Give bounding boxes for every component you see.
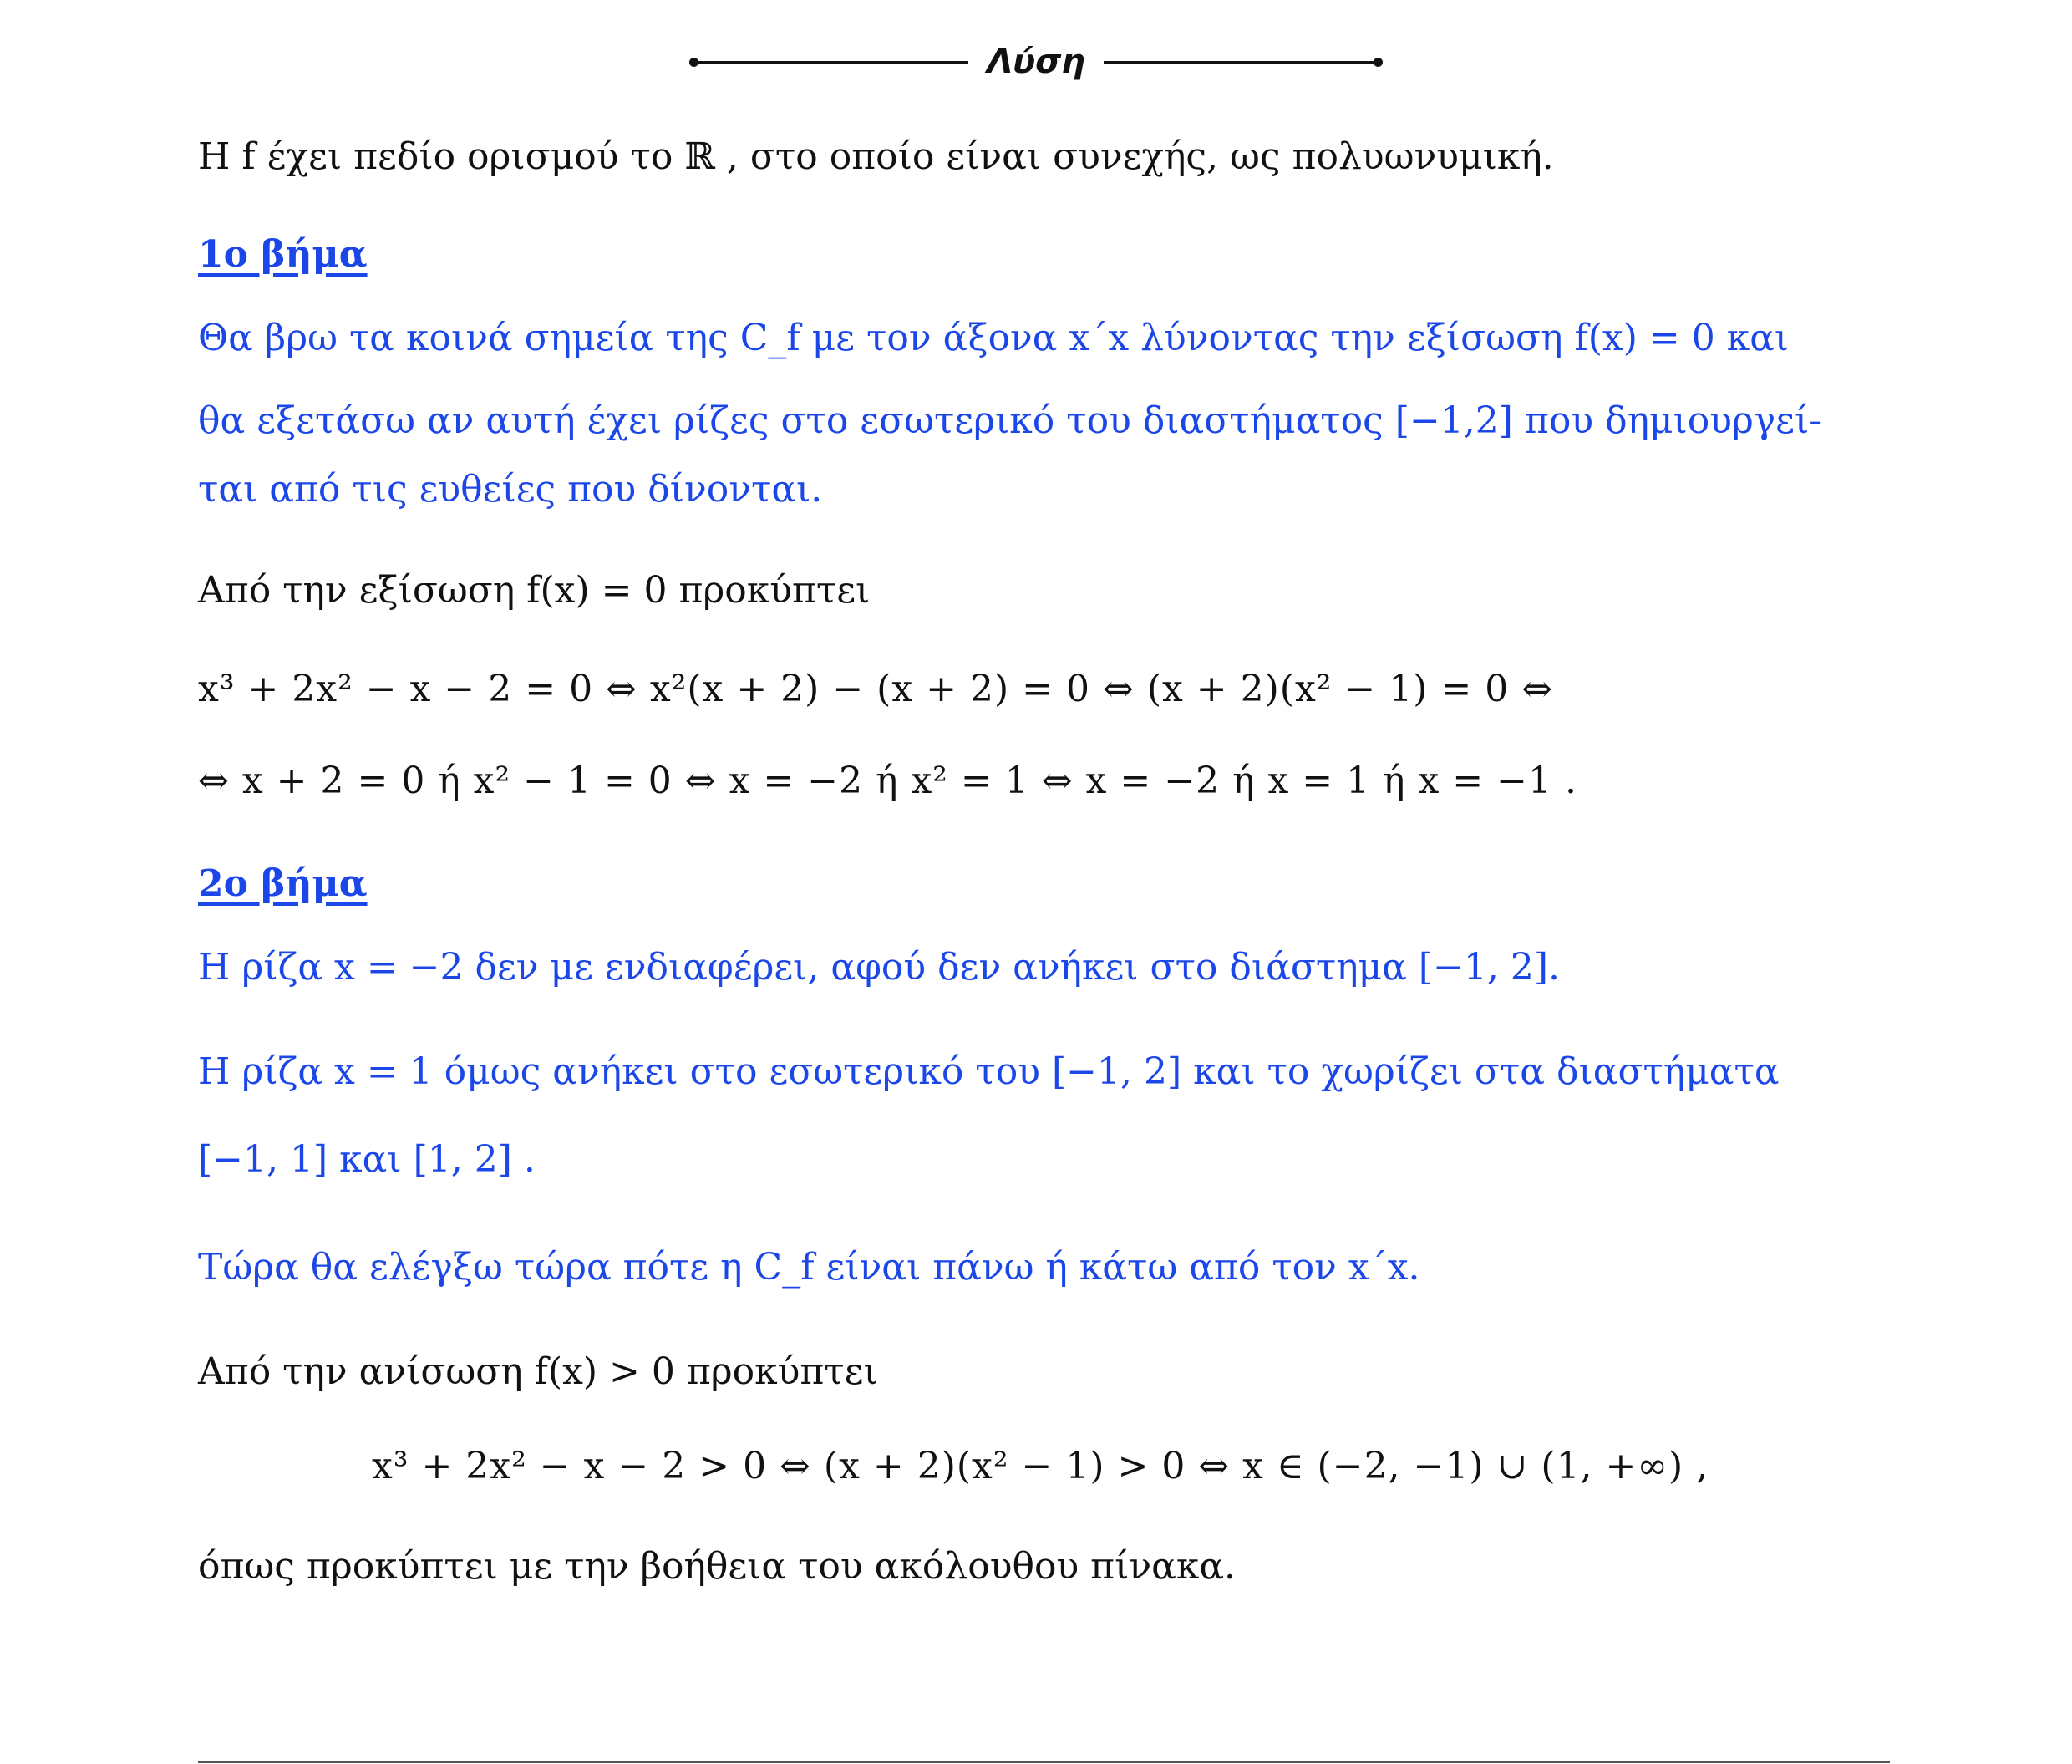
intro-line: Η f έχει πεδίο ορισμού το ℝ , στο οποίο είναι συνεχής, ως πολυωνυμική.: [198, 135, 1554, 178]
step-2-text-line-4: Τώρα θα ελέγξω τώρα πότε η C_f είναι πάνω ή κάτω από τον x΄x.: [198, 1246, 1420, 1289]
step-2-text-line-2: Η ρίζα x = 1 όμως ανήκει στο εσωτερικό του [−1, 2] και το χωρίζει στα διαστήματα: [198, 1050, 1780, 1093]
step-1-text-line-1: Θα βρω τα κοινά σημεία της C_f με τον άξονα x΄x λύνοντας την εξίσωση f(x) = 0 και: [198, 317, 1790, 359]
factorization-line: x³ + 2x² − x − 2 = 0 ⇔ x²(x + 2) − (x + 2) = 0 ⇔ (x + 2)(x² − 1) = 0 ⇔: [198, 668, 1554, 710]
step-1-text-line-2: θα εξετάσω αν αυτή έχει ρίζες στο εσωτερικό του διαστήματος [−1,2] που δημιουργεί-: [198, 399, 1822, 442]
bottom-rule: [198, 1761, 1890, 1763]
step-1-text-line-3: ται από τις ευθείες που δίνονται.: [198, 468, 823, 511]
header-right-rule: [1104, 61, 1379, 64]
inequality-solution-line: x³ + 2x² − x − 2 > 0 ⇔ (x + 2)(x² − 1) > 0 ⇔ x ∈ (−2, −1) ∪ (1, +∞) ,: [372, 1445, 1709, 1487]
equation-intro-line: Από την εξίσωση f(x) = 0 προκύπτει: [198, 569, 871, 612]
header-title: Λύση: [987, 43, 1085, 81]
step-2-text-line-3: [−1, 1] και [1, 2] .: [198, 1138, 536, 1181]
solution-header: [0, 37, 2072, 87]
closing-line: όπως προκύπτει με την βοήθεια του ακόλουθου πίνακα.: [198, 1545, 1237, 1588]
inequality-intro-line: Από την ανίσωση f(x) > 0 προκύπτει: [198, 1350, 878, 1393]
step-2-text-line-1: Η ρίζα x = −2 δεν με ενδιαφέρει, αφού δεν ανήκει στο διάστημα [−1, 2].: [198, 946, 1561, 989]
header-left-rule: [693, 61, 968, 64]
step-1-heading: 1ο βήμα: [198, 233, 368, 276]
step-2-heading: 2ο βήμα: [198, 862, 368, 905]
roots-line: ⇔ x + 2 = 0 ή x² − 1 = 0 ⇔ x = −2 ή x² = 1 ⇔ x = −2 ή x = 1 ή x = −1 .: [198, 760, 1577, 802]
